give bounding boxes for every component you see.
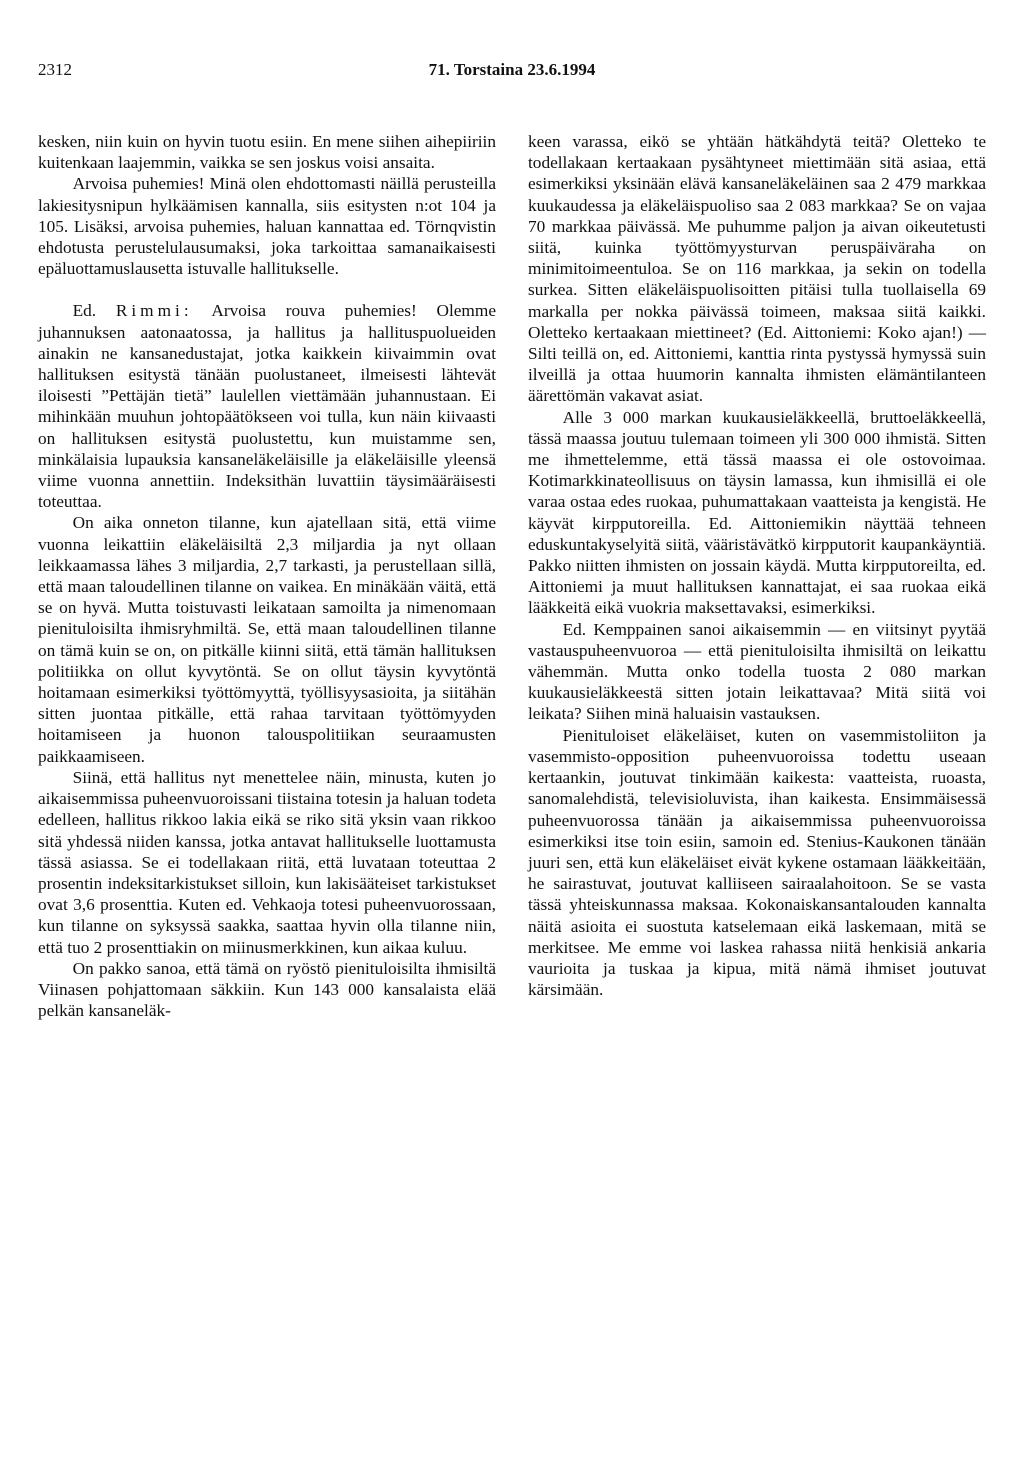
- paragraph: Siinä, että hallitus nyt menettelee näin, minusta, kuten jo aikaisemmissa puheenvuoroissani tiistaina totesin ja haluan todeta edelleen, hallitus rikkoo lakia eikä se riko sitä yksin vaan rikkoo sitä yhdessä niiden kanssa, jotka antavat hallitukselle luottamusta tässä asiassa. Se ei todellakaan riitä, että luvataan toteuttaa 2 prosentin indeksitarkistukset silloin, kun lakisääteiset tarkistukset ovat 3,6 prosenttia. Kuten ed. Vehkaoja totesi puheenvuorossaan, kun tilanne on syksyssä saakka, saattaa hyvin olla tilanne niin, että tuo 2 prosenttiakin on miinusmerkkinen, kun aikaa kuluu.: [38, 767, 496, 957]
- speech-gap: [38, 279, 496, 300]
- speech-prefix: Ed.: [72, 301, 97, 321]
- paragraph: Alle 3 000 markan kuukausieläkkeellä, bruttoeläkkeellä, tässä maassa joutuu tulemaan toimeen yli 300 000 ihmistä. Sitten me ihmettelemme, että tässä maassa ei ole ostovoimaa. Kotimarkkinateollisuus on täysin lamassa, kun ihmisillä ei ole varaa ostaa edes ruokaa, puhumattakaan vaatteista ja kengistä. He käyvät kirpputoreilla. Ed. Aittoniemikin näyttää tehneen eduskuntakyselyitä siitä, vääristävätkö kirpputorit kaupankäyntiä. Pakko niitten ihmisten on jossain käydä. Mutta kirpputoreilta, ed. Aittoniemi ja muut hallituksen kannattajat, ei saa ruokaa eikä lääkkeitä eikä vuokria maksettavaksi, esimerkiksi.: [528, 407, 986, 618]
- session-title: 71. Torstaina 23.6.1994: [428, 60, 596, 79]
- paragraph: kesken, niin kuin on hyvin tuotu esiin. En mene siihen aihepiiriin kuitenkaan laajemmin, vaikka se sen joskus voisi ansaita.: [38, 132, 496, 173]
- paragraph: On pakko sanoa, että tämä on ryöstö pienituloisilta ihmisiltä Viinasen pohjattomaan säkkiin. Kun 143 000 kansalaista elää pelkän kansaneläk-: [38, 958, 496, 1021]
- page-header: [38, 60, 986, 84]
- right-column: [528, 131, 986, 1000]
- paragraph: Pienituloiset eläkeläiset, kuten on vasemmistoliiton ja vasemmisto-opposition puheenvuoroissa todettu useaan kertaankin, joutuvat tinkimään kaikesta: vaatteista, ruoasta, sanomalehdistä, televisioluvista, ihan kaikesta. Ensimmäisessä puheenvuorossa tänään ja aikaisemmissa puheenvuoroissa esimerkiksi itse toin esiin, samoin ed. Stenius-Kaukonen tänään juuri sen, että kun eläkeläiset eivät kykene ostamaan lääkkeitään, he sairastuvat, joutuvat kalliiseen sairaalahoitoon. Se se vasta tässä yhteiskunnassa maksaa. Kokonaiskansantalouden kannalta näitä asioita ei suostuta katselemaan eikä laskemaan, mitä se merkitsee. Me emme voi laskea rahassa niitä henkisiä ankaria vaurioita ja tuskaa ja kipua, mitä nämä ihmiset joutuvat kärsimään.: [528, 725, 986, 1000]
- paragraph: Ed. Kemppainen sanoi aikaisemmin — en viitsinyt pyytää vastauspuheenvuoroa — että pienituloisilta ihmisiltä on leikattu vähemmän. Mutta onko todella tuosta 2 080 markan kuukausieläkkeestä sitten jotain leikattavaa? Mitä siitä voi leikata? Siihen minä haluaisin vastauksen.: [528, 619, 986, 724]
- left-column: [38, 131, 496, 1021]
- page-number: 2312: [38, 60, 72, 79]
- speaker-name: Rimmi:: [115, 301, 193, 321]
- paragraph: Arvoisa puhemies! Minä olen ehdottomasti näillä perusteilla lakiesitysnipun hylkäämisen kannalla, siis esitysten n:ot 104 ja 105. Lisäksi, arvoisa puhemies, haluan kannattaa ed. Törnqvistin ehdotusta perustelulausumaksi, joka tarkoittaa samanaikaisesti epäluottamuslausetta istuvalle hallitukselle.: [38, 174, 496, 279]
- speech-text: Arvoisa rouva puhemies! Olemme juhannuksen aatonaatossa, ja hallitus ja hallituspuolueiden ainakin ne kansanedustajat, jotka kaikkein kiivaimmin ovat hallituksen esitystä tänään puolustaneet, ilmeisesti lähtevät iloisesti ”Pettäjän tietä” laulellen viettämään juhannustaan. Ei mihinkään muuhun johtopäätökseen voi tulla, kun näin kiivaasti on hallituksen esitystä puolustettu, kun muistamme sen, minkälaisia lupauksia kansaneläkeläisille ja eläkeläisille yleensä viime vuonna annettiin. Indeksithän luvattiin täysimääräisesti toteuttaa.: [38, 301, 496, 512]
- speech-paragraph: [38, 300, 496, 512]
- paragraph: On aika onneton tilanne, kun ajatellaan sitä, että viime vuonna leikattiin eläkeläisiltä 2,3 miljardia ja nyt ollaan leikkaamassa lähes 3 miljardia, 2,7 tarkasti, ja perustellaan sillä, että maan taloudellinen tilanne on vaikea. En minäkään väitä, että se on hyvä. Mutta toistuvasti leikataan samoilta ja nimenomaan pienituloisilta ihmisryhmiltä. Se, että maan taloudellinen tilanne on tämä kuin se on, on pitkälle kiinni siitä, että tämän hallituksen politiikka on ollut kyvytöntä. Se on ollut täysin kyvytöntä hoitamaan esimerkiksi työttömyyttä, työllisyysasioita, ja siitähän sitten juontaa pitkälle, että rahaa tarvitaan työttömyyden hoitamiseen ja huonon talouspolitiikan seuraamusten paikkaamiseen.: [38, 513, 496, 766]
- paragraph: keen varassa, eikö se yhtään hätkähdytä teitä? Oletteko te todellakaan kertaakaan pysähtyneet miettimään sitä asiaa, että esimerkiksi yksinään elävä kansaneläkeläinen saa 2 479 markkaa kuukaudessa ja eläkeläispuoliso saa 2 083 markkaa? Se on vajaa 70 markkaa päivässä. Me puhumme paljon ja aivan oikeutetusti siitä, kuinka työttömyysturvan peruspäiväraha on minimitoimeentuloa. Se on 116 markkaa, ja sekin on todella surkea. Sitten eläkeläispuolisoitten pitäisi tulla tuollaisella 69 markalla per nokka päivässä toimeen, maksaa siitä kaikki. Oletteko kertaakaan miettineet? (Ed. Aittoniemi: Koko ajan!) — Silti teillä on, ed. Aittoniemi, kanttia rinta pystyssä hymyssä suin ilveillä ja ottaa huumorin kannalta ihmisten elämäntilanteen äärettömän vakavat asiat.: [528, 132, 986, 406]
